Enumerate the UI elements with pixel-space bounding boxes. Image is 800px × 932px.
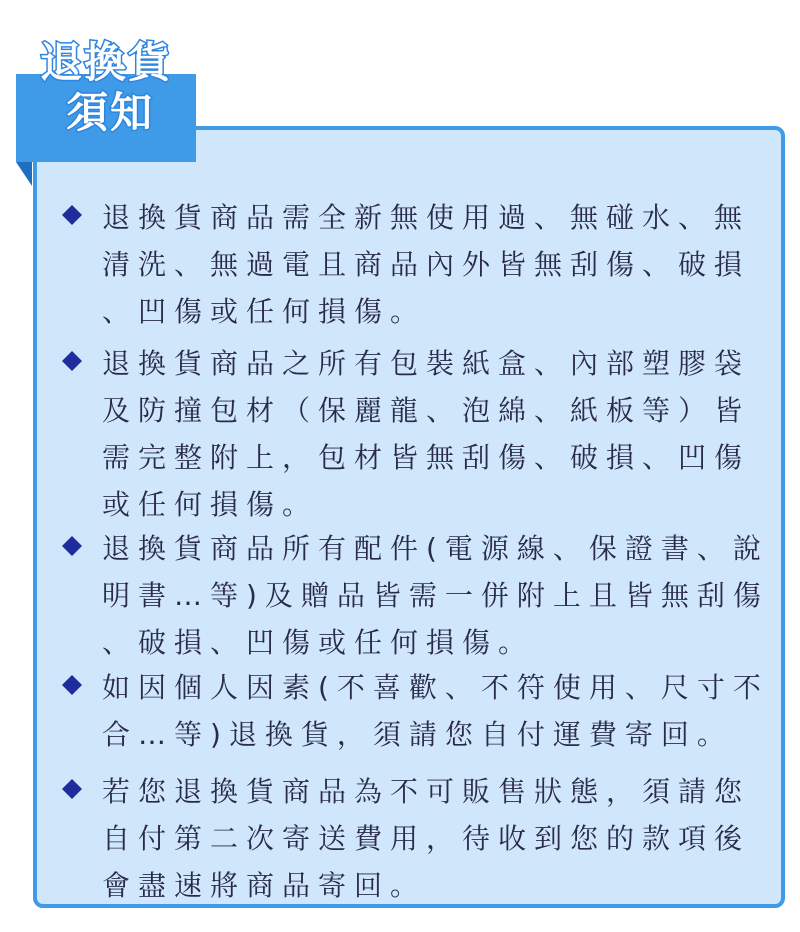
- notice-line: 、破損、凹傷或任何損傷。: [102, 626, 535, 659]
- diamond-bullet-icon: [62, 779, 82, 799]
- notice-line: 需完整附上，包材皆無刮傷、破損、凹傷: [102, 441, 751, 474]
- notice-line: 退換貨商品需全新無使用過、無碰水、無: [102, 201, 751, 234]
- notice-line: 若您退換貨商品為不可販售狀態，須請您: [102, 775, 751, 808]
- diamond-bullet-icon: [62, 536, 82, 556]
- notice-item: [72, 664, 769, 758]
- notice-line: 及防撞包材（保麗龍、泡綿、紙板等）皆: [102, 394, 751, 427]
- notice-item: [72, 768, 762, 909]
- notice-item: [72, 525, 769, 666]
- notice-line: 退換貨商品所有配件(電源線、保證書、說: [102, 532, 769, 565]
- notice-line: 明書…等)及贈品皆需一併附上且皆無刮傷: [102, 579, 769, 612]
- diamond-bullet-icon: [62, 205, 82, 225]
- diamond-bullet-icon: [62, 675, 82, 695]
- diamond-bullet-icon: [62, 351, 82, 371]
- title-line-1: 退換貨: [39, 38, 172, 87]
- notice-line: 合…等)退換貨，須請您自付運費寄回。: [102, 718, 733, 751]
- notice-line: 退換貨商品之所有包裝紙盒、內部塑膠袋: [102, 347, 751, 380]
- notice-line: 清洗、無過電且商品內外皆無刮傷、破損: [102, 248, 751, 281]
- notice-item: [72, 194, 762, 335]
- notice-line: 自付第二次寄送費用，待收到您的款項後: [102, 822, 751, 855]
- title-line-2: 須知: [65, 88, 154, 137]
- notice-line: 、凹傷或任何損傷。: [102, 295, 427, 328]
- notice-line: 會盡速將商品寄回。: [102, 869, 427, 902]
- notice-item: [72, 340, 762, 528]
- notice-line: 或任何損傷。: [102, 488, 319, 521]
- notice-line: 如因個人因素(不喜歡、不符使用、尺寸不: [102, 671, 769, 704]
- title-ribbon: [16, 18, 196, 186]
